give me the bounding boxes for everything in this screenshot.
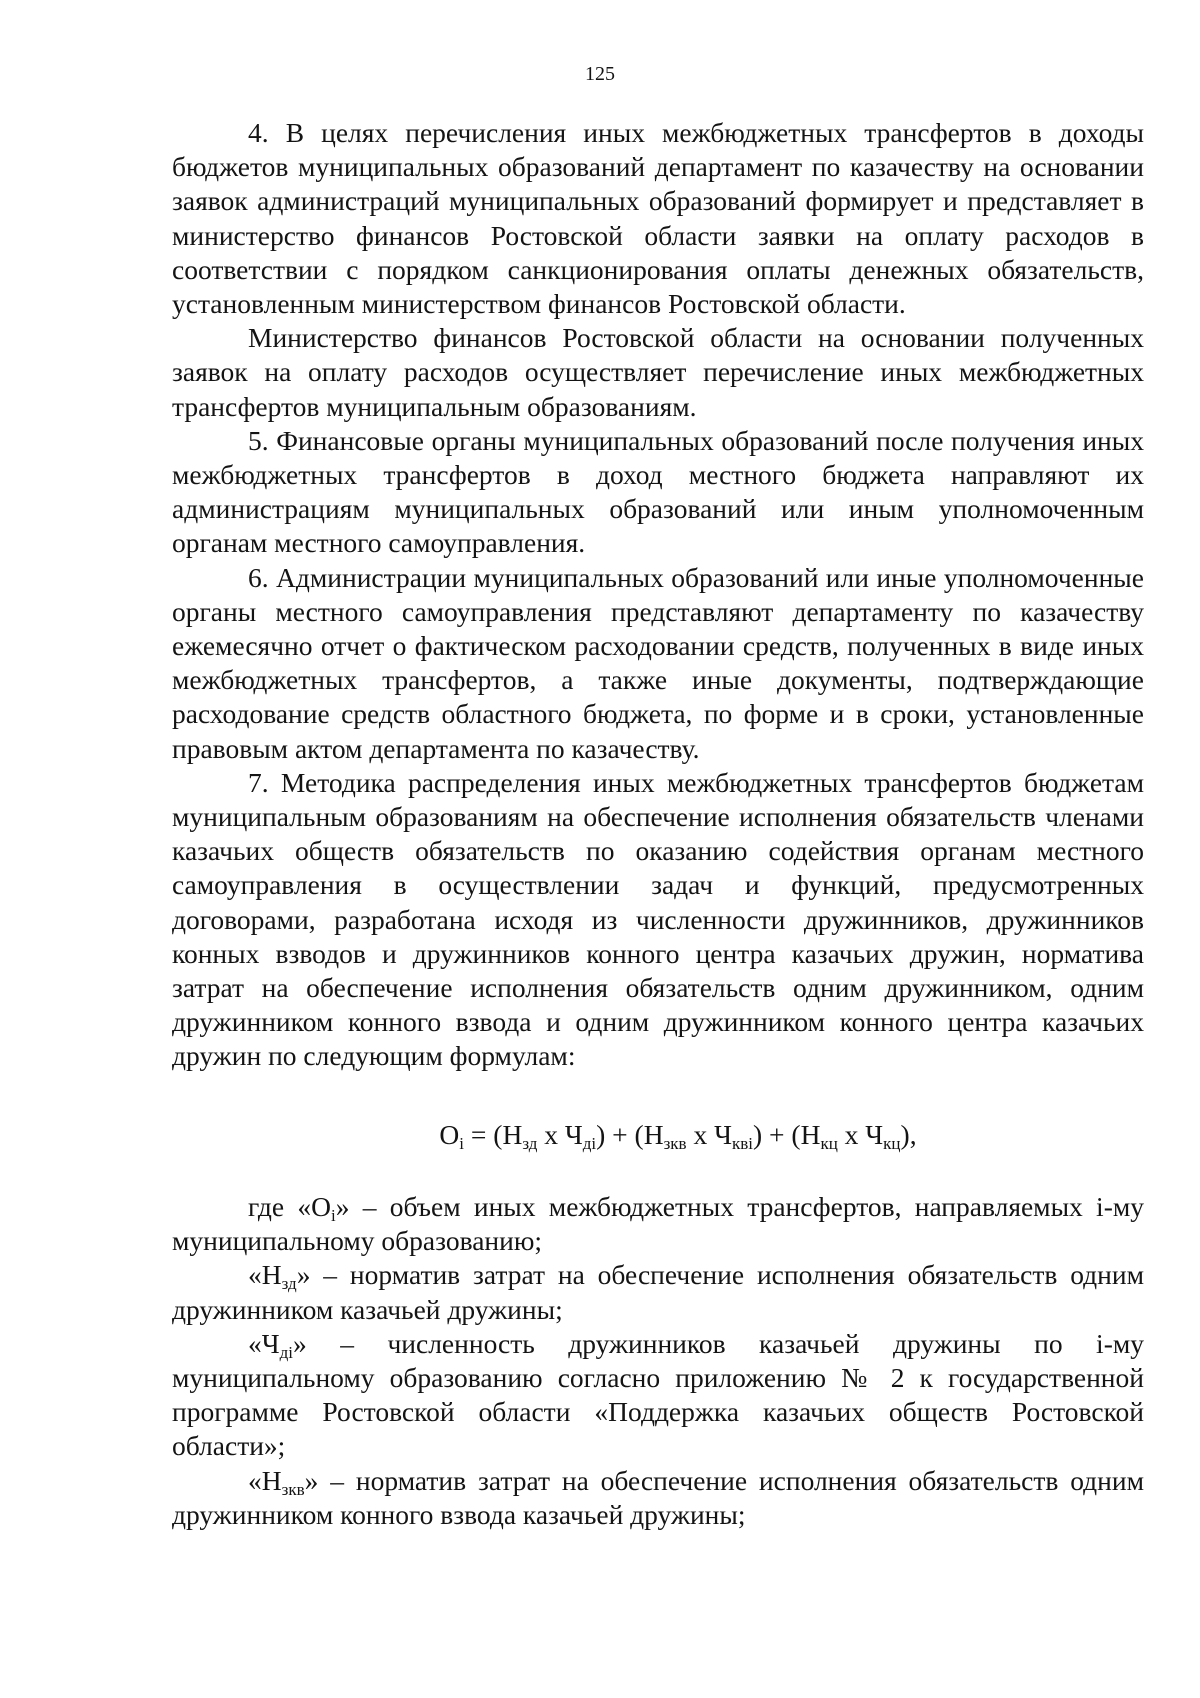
definition-Nzkv-sub: зкв: [281, 1479, 305, 1499]
page-number: 125: [585, 63, 615, 85]
formula-term-5-sub: кц: [820, 1133, 838, 1153]
definition-Nzkv-text: » – норматив затрат на обеспечение исполнения обязательств одним дружинником конного взвода казачьей дружины;: [172, 1464, 1144, 1530]
formula-term-3: Н: [643, 1118, 664, 1150]
paragraph-5: 5. Финансовые органы муниципальных образований после получения иных межбюджетных трансфертов в доход местного бюджета направляют их администрациям муниципальных образований или иным уполномоченным органам местного самоуправления.: [172, 424, 1144, 559]
formula-term-6: Ч: [865, 1118, 884, 1150]
paragraph-4: 4. В целях перечисления иных межбюджетных трансфертов в доходы бюджетов муниципальных образований департамент по казачеству на основании заявок администраций муниципальных образований формирует и представляет в министерство финансов Ростовской области заявки на оплату расходов в соответствии с порядком санкционирования оплаты денежных обязательств, установленным министерством финансов Ростовской области.: [172, 117, 1144, 320]
formula-lhs: O: [439, 1118, 460, 1150]
definition-Nzkv: [172, 1464, 1144, 1532]
definition-Chdi-sub: дi: [279, 1342, 293, 1362]
definition-Nzd-text: » – норматив затрат на обеспечение исполнения обязательств одним дружинником казачьей дружины;: [172, 1259, 1144, 1325]
definition-Nzkv-open: «Н: [248, 1464, 282, 1496]
paragraph-6: 6. Администрации муниципальных образований или иные уполномоченные органы местного самоуправления представляют департаменту по казачеству ежемесячно отчет о фактическом расходовании средств, полученных в виде иных межбюджетных трансфертов, а также иные документы, подтверждающие расходование средств областного бюджета, по форме и в сроки, установленные правовым актом департамента по казачеству.: [172, 561, 1144, 764]
body-text: [172, 116, 1144, 1532]
formula-plus-2: ) + (: [752, 1118, 801, 1150]
definition-Chdi: [172, 1327, 1144, 1464]
formula-close: ),: [900, 1118, 917, 1150]
formula-term-4-sub: квi: [731, 1133, 753, 1153]
paragraph-7: 7. Методика распределения иных межбюджетных трансфертов бюджетам муниципальным образованиям на обеспечение исполнения обязательств членами казачьих обществ обязательств по оказанию содействия органам местного самоуправления в осуществлении задач и функций, предусмотренных договорами, разработана исходя из численности дружинников, дружинников конных взводов и дружинников конного центра казачьих дружин, норматива затрат на обеспечение исполнения обязательств одним дружинником, одним дружинником конного взвода и одним дружинником конного центра казачьих дружин по следующим формулам:: [172, 766, 1144, 1072]
distribution-formula: [172, 1118, 1144, 1152]
definition-Nzd: [172, 1258, 1144, 1326]
formula-term-6-sub: кц: [883, 1133, 901, 1153]
definition-Oi: [172, 1190, 1144, 1258]
definition-Oi-open: где «О: [248, 1190, 331, 1222]
formula-term-4: Ч: [714, 1118, 732, 1150]
formula-term-2-sub: дi: [582, 1133, 597, 1153]
formula-term-2: Ч: [564, 1118, 583, 1150]
definition-Oi-text: » – объем иных межбюджетных трансфертов, направляемых i-му муниципальному образованию;: [172, 1190, 1145, 1257]
formula-term-3-sub: зкв: [663, 1133, 687, 1153]
definition-Nzd-sub: зд: [281, 1274, 297, 1294]
formula-lhs-sub: i: [459, 1133, 465, 1153]
formula-times-1: х: [537, 1118, 565, 1150]
definition-Chdi-text: » – численность дружинников казачьей дружины по i-му муниципальному образованию согласно приложению № 2 к государственной программе Ростовской области «Поддержка казачьих обществ Ростовской области»;: [172, 1327, 1144, 1462]
definition-Oi-sub: i: [330, 1205, 336, 1225]
formula-term-1-sub: зд: [522, 1133, 538, 1153]
formula-eq: = (: [464, 1118, 503, 1150]
formula-plus-1: ) + (: [596, 1118, 644, 1150]
formula-times-3: х: [837, 1118, 866, 1150]
formula-term-5: Н: [800, 1118, 821, 1150]
paragraph-ministry: Министерство финансов Ростовской области на основании полученных заявок на оплату расходов осуществляет перечисление иных межбюджетных трансфертов муниципальным образованиям.: [172, 322, 1144, 422]
definition-Nzd-open: «Н: [248, 1259, 282, 1291]
formula-term-1: Н: [502, 1118, 523, 1150]
formula-times-2: х: [686, 1118, 715, 1150]
definition-Chdi-open: «Ч: [248, 1327, 280, 1359]
